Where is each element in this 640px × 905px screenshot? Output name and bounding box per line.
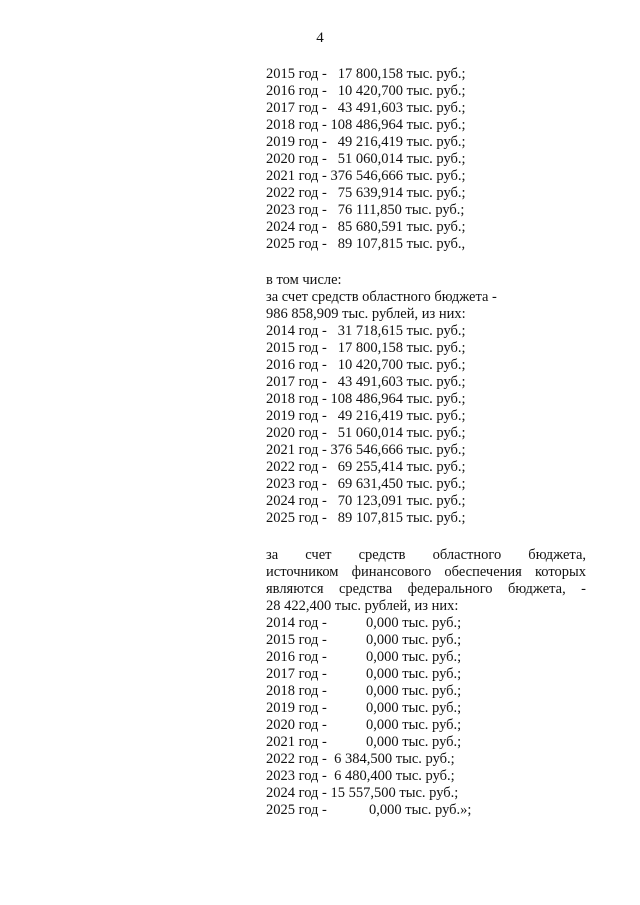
list-item: 2019 год - 49 216,419 тыс. руб.; bbox=[266, 134, 466, 150]
list-item: 2019 год - 0,000 тыс. руб.; bbox=[266, 700, 462, 716]
list-item: 2023 год - 69 631,450 тыс. руб.; bbox=[266, 476, 466, 492]
list-item: 2016 год - 10 420,700 тыс. руб.; bbox=[266, 83, 466, 99]
list-item: 2018 год - 0,000 тыс. руб.; bbox=[266, 683, 462, 699]
list-item: 2021 год - 0,000 тыс. руб.; bbox=[266, 734, 462, 750]
list-item: 2024 год - 15 557,500 тыс. руб.; bbox=[266, 785, 459, 801]
list-item: 2019 год - 49 216,419 тыс. руб.; bbox=[266, 408, 466, 424]
list-item: 2023 год - 6 480,400 тыс. руб.; bbox=[266, 768, 455, 784]
regional-funding-list bbox=[266, 323, 586, 527]
list-item: 2020 год - 51 060,014 тыс. руб.; bbox=[266, 425, 466, 441]
list-item: 2022 год - 6 384,500 тыс. руб.; bbox=[266, 751, 455, 767]
list-item: 2022 год - 69 255,414 тыс. руб.; bbox=[266, 459, 466, 475]
list-item: 2016 год - 10 420,700 тыс. руб.; bbox=[266, 357, 466, 373]
federal-funding-list bbox=[266, 615, 586, 819]
list-item: 2025 год - 0,000 тыс. руб.»; bbox=[266, 802, 472, 818]
paragraph-line: являются средства федерального бюджета, - bbox=[266, 581, 586, 597]
list-item: 2022 год - 75 639,914 тыс. руб.; bbox=[266, 185, 466, 201]
list-item: 2017 год - 43 491,603 тыс. руб.; bbox=[266, 100, 466, 116]
list-item: 2015 год - 17 800,158 тыс. руб.; bbox=[266, 340, 466, 356]
funding-by-year-list bbox=[266, 66, 586, 253]
list-item: 2024 год - 85 680,591 тыс. руб.; bbox=[266, 219, 466, 235]
list-item: 2014 год - 0,000 тыс. руб.; bbox=[266, 615, 462, 631]
spacer bbox=[266, 527, 586, 547]
list-item: 2021 год - 376 546,666 тыс. руб.; bbox=[266, 168, 466, 184]
list-item: 2020 год - 0,000 тыс. руб.; bbox=[266, 717, 462, 733]
paragraph-line: источником финансового обеспечения которых bbox=[266, 564, 586, 580]
list-item: 2025 год - 89 107,815 тыс. руб.; bbox=[266, 510, 466, 526]
regional-budget-label: за счет средств областного бюджета - bbox=[266, 289, 497, 305]
list-item: 2023 год - 76 111,850 тыс. руб.; bbox=[266, 202, 465, 218]
page-number: 4 bbox=[316, 30, 324, 46]
document-body bbox=[266, 66, 586, 819]
list-item: 2018 год - 108 486,964 тыс. руб.; bbox=[266, 117, 466, 133]
list-item: 2025 год - 89 107,815 тыс. руб., bbox=[266, 236, 466, 252]
list-item: 2015 год - 17 800,158 тыс. руб.; bbox=[266, 66, 466, 82]
spacer bbox=[266, 253, 586, 272]
list-item: 2017 год - 43 491,603 тыс. руб.; bbox=[266, 374, 466, 390]
list-item: 2017 год - 0,000 тыс. руб.; bbox=[266, 666, 462, 682]
federal-total: 28 422,400 тыс. рублей, из них: bbox=[266, 598, 459, 614]
federal-source-paragraph bbox=[266, 547, 586, 615]
list-item: 2015 год - 0,000 тыс. руб.; bbox=[266, 632, 462, 648]
list-item: 2024 год - 70 123,091 тыс. руб.; bbox=[266, 493, 466, 509]
regional-budget-total: 986 858,909 тыс. рублей, из них: bbox=[266, 306, 466, 322]
list-item: 2020 год - 51 060,014 тыс. руб.; bbox=[266, 151, 466, 167]
paragraph-line: за счет средств областного бюджета, bbox=[266, 547, 586, 563]
list-item: 2014 год - 31 718,615 тыс. руб.; bbox=[266, 323, 466, 339]
list-item: 2016 год - 0,000 тыс. руб.; bbox=[266, 649, 462, 665]
including-label: в том числе: bbox=[266, 272, 342, 288]
list-item: 2021 год - 376 546,666 тыс. руб.; bbox=[266, 442, 466, 458]
list-item: 2018 год - 108 486,964 тыс. руб.; bbox=[266, 391, 466, 407]
